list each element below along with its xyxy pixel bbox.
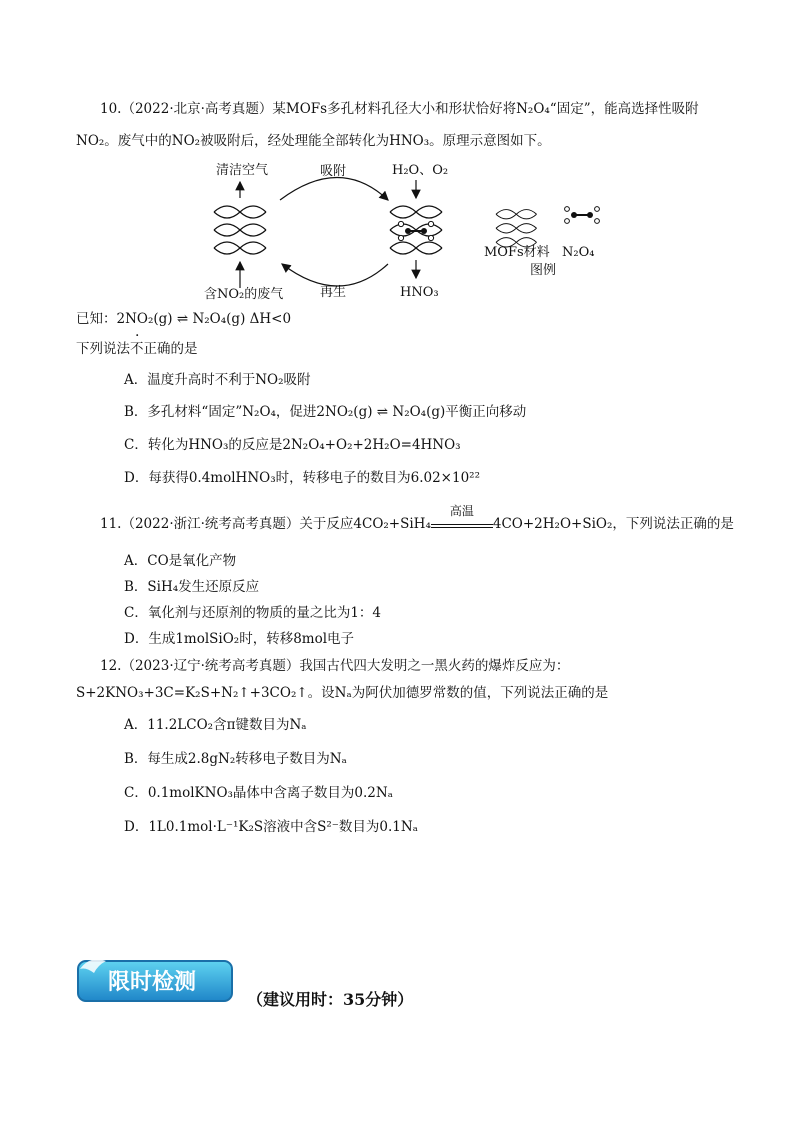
label-clean-air: 清洁空气	[216, 163, 269, 178]
arrow-regenerate	[282, 264, 388, 286]
q10-option-a: A．温度升高时不利于NO₂吸附	[124, 372, 311, 388]
q12-stem-line1: 12.（2023·辽宁·统考高考真题）我国古代四大发明之一黑火药的爆炸反应为：	[100, 658, 570, 674]
label-adsorb: 吸附	[320, 164, 347, 179]
mof-left-icon	[214, 204, 266, 256]
label-regenerate: 再生	[320, 285, 347, 300]
legend-mof-icon	[496, 208, 537, 249]
label-water-oxygen: H₂O、O₂	[392, 163, 449, 178]
legend-n2o4-icon	[565, 207, 600, 224]
legend-mof-label: MOFs材料	[484, 245, 550, 260]
q10-ask-post: 的是	[170, 341, 198, 357]
q11-stem	[100, 504, 734, 533]
q12-stem-line2: S+2KNO₃+3C=K₂S+N₂↑+3CO₂↑。设Nₐ为阿伏加德罗常数的值，下列说法正确的是	[76, 685, 609, 701]
q10-option-b: B．多孔材料“固定”N₂O₄，促进2NO₂(g) ⇌ N₂O₄(g)平衡正向移动	[124, 404, 527, 420]
q11-condition-label: 高温	[449, 504, 474, 518]
q10-ask	[76, 340, 198, 358]
q10-option-d: D．每获得0.4molHNO₃时，转移电子的数目为6.02×10²²	[124, 470, 480, 486]
q11-option-a: A．CO是氧化产物	[124, 553, 237, 569]
q11-stem-pre: 11.（2022·浙江·统考高考真题）关于反应4CO₂+SiH₄	[100, 516, 431, 532]
label-hno3: HNO₃	[400, 285, 439, 300]
q10-stem-line1: 10.（2022·北京·高考真题）某MOFs多孔材料孔径大小和形状恰好将N₂O₄“固定”，能高选择性吸附	[100, 101, 699, 117]
section-title: 限时检测	[108, 969, 197, 994]
q10-schematic-diagram	[200, 160, 640, 300]
q12-option-a: A．11.2LCO₂含π键数目为Nₐ	[124, 717, 307, 733]
q12-option-b: B．每生成2.8gN₂转移电子数目为Nₐ	[124, 751, 347, 767]
q11-option-d: D．生成1molSiO₂时，转移8mol电子	[124, 631, 355, 647]
q12-option-c: C．0.1molKNO₃晶体中含离子数目为0.2Nₐ	[124, 785, 393, 801]
legend-title: 图例	[530, 263, 557, 278]
section-banner	[76, 955, 234, 1003]
label-waste-gas: 含NO₂的废气	[204, 287, 284, 300]
q12-option-d: D．1L0.1mol·L⁻¹K₂S溶液中含S²⁻数目为0.1Nₐ	[124, 819, 418, 835]
q10-known-condition: 已知：2NO₂(g) ⇌ N₂O₄(g) ΔH<0	[76, 311, 292, 327]
q10-ask-pre: 下列说法	[76, 341, 130, 357]
n2o4-in-mof-icon	[398, 221, 433, 240]
q11-stem-post: 4CO+2H₂O+SiO₂，下列说法正确的是	[492, 516, 734, 532]
arrow-adsorb	[280, 178, 388, 201]
section-time-note: （建议用时：35分钟）	[247, 990, 414, 1009]
q11-option-c: C．氧化剂与还原剂的物质的量之比为1：4	[124, 605, 382, 621]
q11-option-b: B．SiH₄发生还原反应	[124, 579, 260, 595]
q10-ask-emphasis: 不正确	[130, 341, 171, 357]
q10-stem-line2: NO₂。废气中的NO₂被吸附后，经处理能全部转化为HNO₃。原理示意图如下。	[76, 133, 551, 149]
q11-reaction-condition	[431, 504, 493, 528]
q10-option-c: C．转化为HNO₃的反应是2N₂O₄+O₂+2H₂O=4HNO₃	[124, 437, 461, 453]
legend-n2o4-label: N₂O₄	[562, 245, 595, 260]
